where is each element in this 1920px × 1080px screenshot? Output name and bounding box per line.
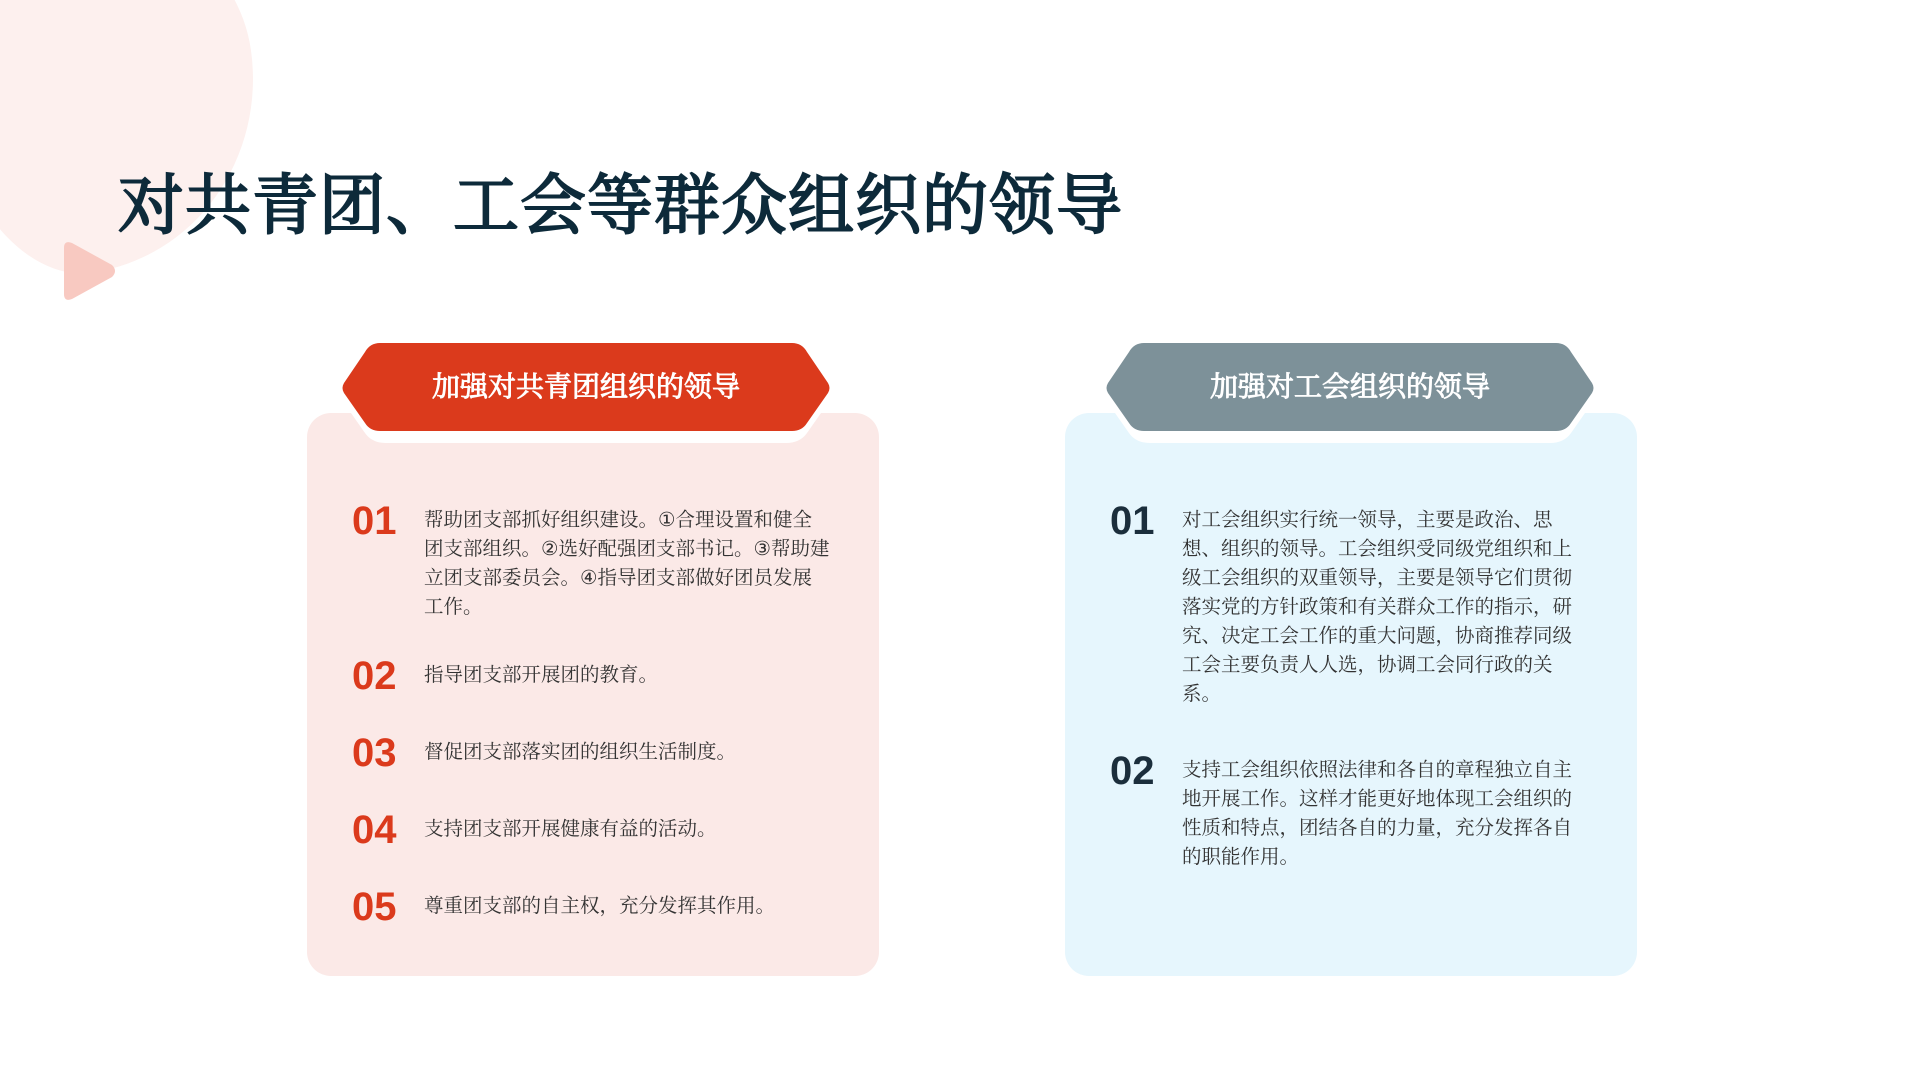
item-text: 督促团支部落实团的组织生活制度。 (424, 740, 737, 763)
page-title: 对共青团、工会等群众组织的领导 (118, 167, 1123, 244)
item-text: 帮助团支部抓好组织建设。①合理设置和健全团支部组织。②选好配强团支部书记。③帮助建立团支部委员会。④指导团支部做好团员发展工作。 (424, 508, 830, 618)
item-number: 01 (352, 499, 397, 543)
youth-league-banner (340, 343, 832, 443)
item-text: 对工会组织实行统一领导，主要是政治、思想、组织的领导。工会组织受同级党组织和上级工会组织的双重领导，主要是领导它们贯彻落实党的方针政策和有关群众工作的指示，研究、决定工会工作的重大问题，协商推荐同级工会主要负责人人选，协调工会同行政的关系。 (1182, 508, 1573, 705)
item-number: 05 (352, 885, 397, 929)
item-text: 指导团支部开展团的教育。 (424, 663, 659, 686)
item-number: 01 (1110, 499, 1155, 543)
youth-league-card (307, 413, 879, 976)
trade-union-banner (1104, 343, 1596, 443)
trade-union-heading: 加强对工会组织的领导 (1209, 370, 1490, 403)
item-number: 02 (352, 654, 397, 698)
item-text: 尊重团支部的自主权，充分发挥其作用。 (424, 894, 776, 917)
item-text: 支持工会组织依照法律和各自的章程独立自主地开展工作。这样才能更好地体现工会组织的性质和特点，团结各自的力量，充分发挥各自的职能作用。 (1182, 758, 1573, 868)
item-text: 支持团支部开展健康有益的活动。 (424, 817, 717, 840)
play-triangle-icon (60, 240, 118, 302)
item-number: 03 (352, 731, 397, 775)
item-number: 04 (352, 808, 397, 852)
trade-union-card (1065, 413, 1637, 976)
item-number: 02 (1110, 749, 1155, 793)
youth-league-heading: 加强对共青团组织的领导 (431, 370, 740, 403)
